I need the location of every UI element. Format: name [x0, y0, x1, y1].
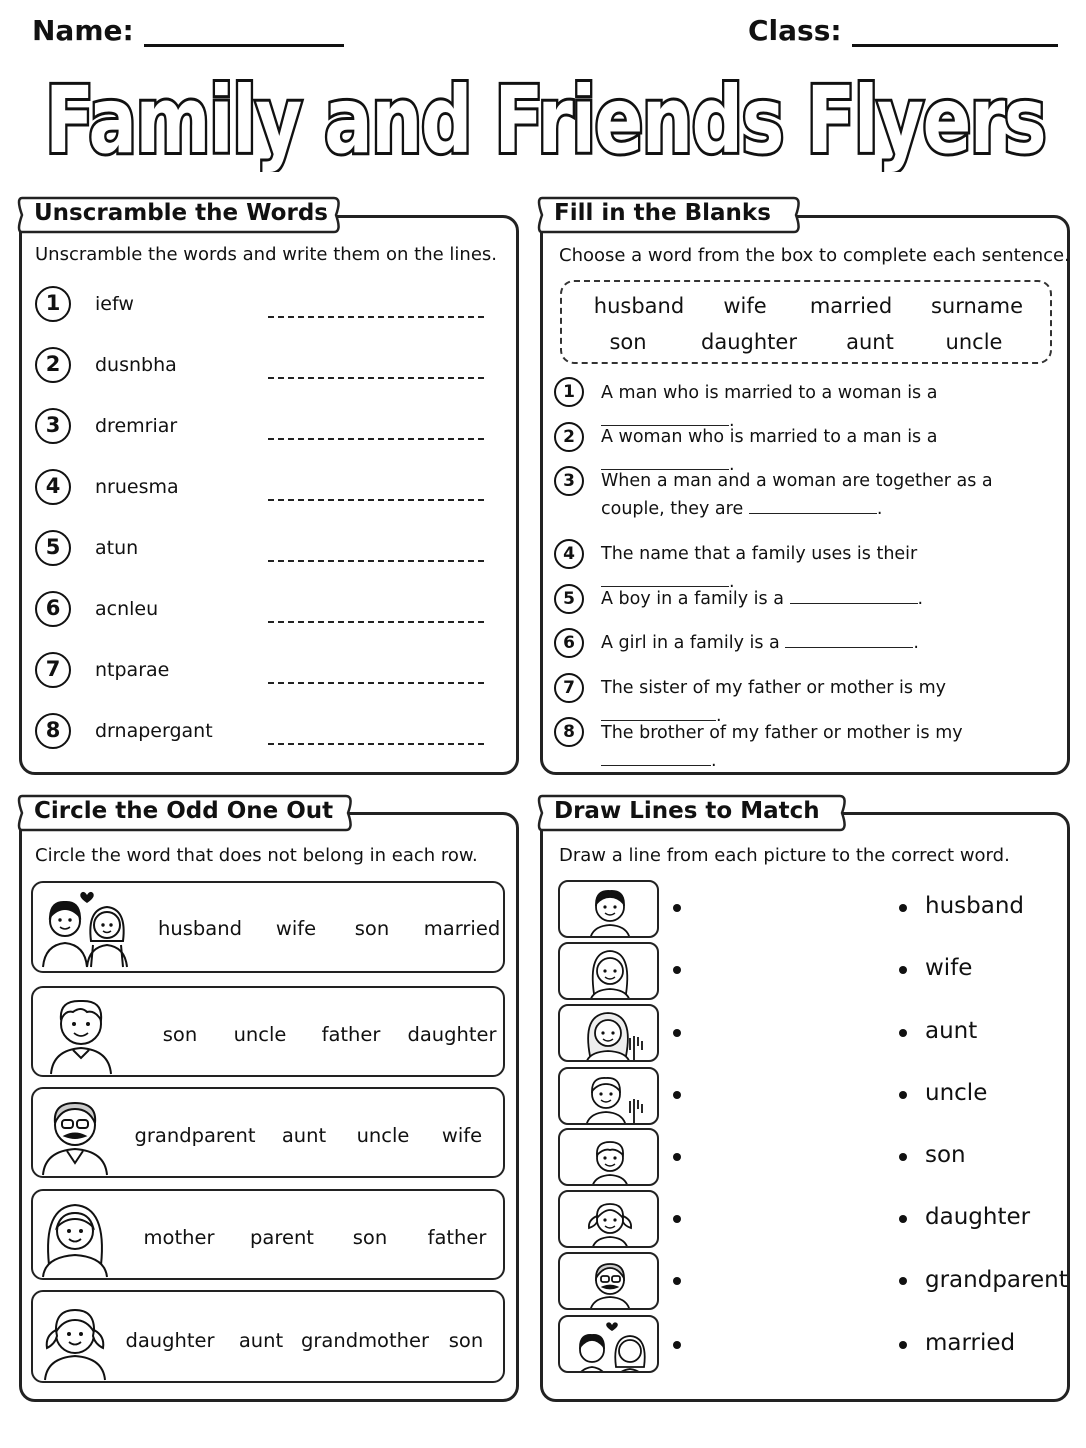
option-word[interactable]: aunt — [281, 1124, 327, 1147]
answer-line[interactable] — [268, 621, 484, 623]
option-word[interactable]: wife — [441, 1124, 483, 1147]
option-word[interactable]: son — [448, 1329, 484, 1352]
word-dot[interactable] — [899, 904, 907, 912]
answer-line[interactable] — [268, 499, 484, 501]
heading-text: Fill in the Blanks — [554, 200, 771, 226]
option-word[interactable]: son — [352, 1226, 388, 1249]
answer-line[interactable] — [268, 682, 484, 684]
picture-dot[interactable] — [673, 904, 681, 912]
sentence-text: A woman who is married to a man is a — [601, 427, 938, 447]
match-word: married — [925, 1330, 1016, 1356]
sentence-text: The sister of my father or mother is my — [601, 678, 946, 698]
sentence-text: When a man and a woman are together as a couple, they are — [601, 471, 993, 519]
match-picture[interactable] — [558, 1067, 659, 1125]
item-number: 3 — [35, 408, 71, 444]
option-word[interactable]: grandparent — [134, 1124, 256, 1147]
name-field[interactable] — [32, 14, 344, 47]
word-dot[interactable] — [899, 1029, 907, 1037]
item-number: 5 — [35, 530, 71, 566]
heading-text: Unscramble the Words — [34, 200, 328, 226]
answer-line[interactable] — [268, 743, 484, 745]
word-bank-item: daughter — [701, 330, 797, 354]
answer-blank[interactable] — [601, 750, 711, 766]
odd-row — [31, 1189, 505, 1280]
item-number: 5 — [554, 584, 584, 614]
odd-row — [31, 1087, 505, 1178]
answer-line[interactable] — [268, 438, 484, 440]
woman-icon — [37, 1195, 117, 1278]
scrambled-word: ntparae — [95, 659, 170, 681]
sentence-end: . — [913, 633, 919, 653]
picture-dot[interactable] — [673, 1341, 681, 1349]
picture-dot[interactable] — [673, 1091, 681, 1099]
odd-instruction: Circle the word that does not belong in each row. — [35, 845, 478, 866]
girl-icon — [37, 1296, 117, 1381]
match-word: son — [925, 1142, 966, 1168]
option-word[interactable]: father — [427, 1226, 487, 1249]
name-blank-line[interactable] — [144, 19, 344, 47]
word-dot[interactable] — [899, 1091, 907, 1099]
sentence-text: A man who is married to a woman is a — [601, 383, 938, 403]
odd-row — [31, 881, 505, 973]
word-bank-item: married — [809, 294, 893, 318]
boy-icon — [560, 1130, 659, 1186]
sentence-end: . — [729, 572, 735, 592]
fill-instruction: Choose a word from the box to complete each sentence. — [559, 245, 1070, 266]
word-bank-item: aunt — [846, 330, 894, 354]
scrambled-word: dremriar — [95, 415, 178, 437]
item-number: 7 — [35, 652, 71, 688]
sentence-end: . — [711, 751, 717, 771]
option-word[interactable]: son — [354, 917, 390, 940]
match-heading — [536, 793, 848, 833]
unscramble-instruction: Unscramble the words and write them on the lines. — [35, 244, 497, 265]
odd-row — [31, 1290, 505, 1383]
option-word[interactable]: son — [162, 1023, 198, 1046]
scrambled-word: acnleu — [95, 598, 159, 620]
match-instruction: Draw a line from each picture to the correct word. — [559, 845, 1010, 866]
fill-blanks-heading — [536, 195, 802, 235]
word-dot[interactable] — [899, 1277, 907, 1285]
word-bank-item: uncle — [945, 330, 1003, 354]
match-word: aunt — [925, 1018, 978, 1044]
item-number: 2 — [554, 422, 584, 452]
uncle-waving-icon — [560, 1069, 659, 1125]
item-number: 7 — [554, 673, 584, 703]
match-picture[interactable] — [558, 1190, 659, 1248]
word-bank-item: husband — [593, 294, 685, 318]
scrambled-word: drnapergant — [95, 720, 213, 742]
scrambled-word: dusnbha — [95, 354, 177, 376]
scrambled-word: atun — [95, 537, 139, 559]
answer-line[interactable] — [268, 377, 484, 379]
sentence-end: . — [917, 589, 924, 609]
unscramble-heading — [16, 195, 342, 235]
word-dot[interactable] — [899, 1153, 907, 1161]
word-bank-item: wife — [723, 294, 767, 318]
match-picture[interactable] — [558, 942, 659, 1000]
aunt-waving-icon — [560, 1006, 659, 1062]
sentence-end: . — [876, 499, 883, 519]
heading-text: Circle the Odd One Out — [34, 798, 334, 824]
match-picture[interactable] — [558, 880, 659, 938]
item-number: 8 — [35, 713, 71, 749]
option-word[interactable]: wife — [275, 917, 317, 940]
sentence — [601, 467, 1041, 523]
sentence-text: A girl in a family is a — [601, 633, 780, 653]
option-word[interactable]: father — [321, 1023, 381, 1046]
word-dot[interactable] — [899, 966, 907, 974]
picture-dot[interactable] — [673, 966, 681, 974]
match-word: husband — [925, 893, 1025, 919]
item-number: 1 — [554, 377, 584, 407]
scrambled-word: nruesma — [95, 476, 179, 498]
option-word[interactable]: grandmother — [300, 1329, 430, 1352]
option-word[interactable]: uncle — [233, 1023, 287, 1046]
match-word: daughter — [925, 1204, 1031, 1230]
answer-line[interactable] — [268, 316, 484, 318]
boy-icon — [37, 992, 127, 1075]
item-number: 6 — [35, 591, 71, 627]
class-label: Class: — [748, 14, 842, 47]
option-word[interactable]: mother — [143, 1226, 215, 1249]
scrambled-word: iefw — [95, 293, 134, 315]
grandfather-icon — [37, 1093, 117, 1176]
man-icon — [560, 882, 659, 938]
picture-dot[interactable] — [673, 1153, 681, 1161]
answer-blank[interactable] — [749, 498, 877, 514]
match-picture[interactable] — [558, 1315, 659, 1373]
match-word: wife — [925, 955, 973, 981]
odd-row — [31, 986, 505, 1077]
sentence-end: . — [729, 411, 735, 431]
class-field[interactable] — [748, 14, 1058, 47]
heading-text: Draw Lines to Match — [554, 798, 820, 824]
answer-blank[interactable] — [785, 632, 913, 648]
sentence — [601, 585, 1041, 613]
match-word: uncle — [925, 1080, 988, 1106]
match-picture[interactable] — [558, 1252, 659, 1310]
woman-icon — [560, 944, 659, 1000]
class-blank-line[interactable] — [852, 19, 1058, 47]
word-bank-item: son — [609, 330, 647, 354]
match-picture[interactable] — [558, 1004, 659, 1062]
option-word[interactable]: daughter — [407, 1023, 497, 1046]
option-word[interactable]: aunt — [238, 1329, 284, 1352]
item-number: 4 — [554, 539, 584, 569]
answer-line[interactable] — [268, 560, 484, 562]
couple-icon — [37, 887, 135, 971]
item-number: 3 — [554, 466, 584, 496]
sentence-end: . — [716, 706, 722, 726]
sentence-text: The brother of my father or mother is my — [601, 723, 963, 743]
grandfather-icon — [560, 1254, 659, 1310]
match-word: grandparent — [925, 1267, 1068, 1293]
page-title — [40, 60, 1050, 172]
option-word[interactable]: daughter — [125, 1329, 215, 1352]
option-word[interactable]: parent — [250, 1226, 314, 1249]
sentence-text: The name that a family uses is their — [601, 544, 918, 564]
sentence — [601, 719, 1041, 775]
name-label: Name: — [32, 14, 134, 47]
sentence-text: A boy in a family is a — [601, 589, 784, 609]
word-dot[interactable] — [899, 1341, 907, 1349]
sentence-end: . — [729, 455, 735, 475]
couple-icon — [560, 1317, 659, 1373]
title-text: Family and Friends Flyers — [45, 67, 1045, 172]
answer-blank[interactable] — [790, 588, 918, 604]
item-number: 6 — [554, 628, 584, 658]
sentence — [601, 629, 1041, 657]
item-number: 1 — [35, 286, 71, 322]
girl-icon — [560, 1192, 659, 1248]
word-dot[interactable] — [899, 1215, 907, 1223]
item-number: 4 — [35, 469, 71, 505]
odd-one-out-heading — [16, 793, 354, 833]
unscramble-panel — [19, 215, 519, 775]
item-number: 8 — [554, 717, 584, 747]
option-word[interactable]: uncle — [356, 1124, 410, 1147]
picture-dot[interactable] — [673, 1277, 681, 1285]
picture-dot[interactable] — [673, 1215, 681, 1223]
item-number: 2 — [35, 347, 71, 383]
match-picture[interactable] — [558, 1128, 659, 1186]
picture-dot[interactable] — [673, 1029, 681, 1037]
option-word[interactable]: married — [423, 917, 501, 940]
option-word[interactable]: husband — [158, 917, 242, 940]
word-bank-item: surname — [930, 294, 1024, 318]
